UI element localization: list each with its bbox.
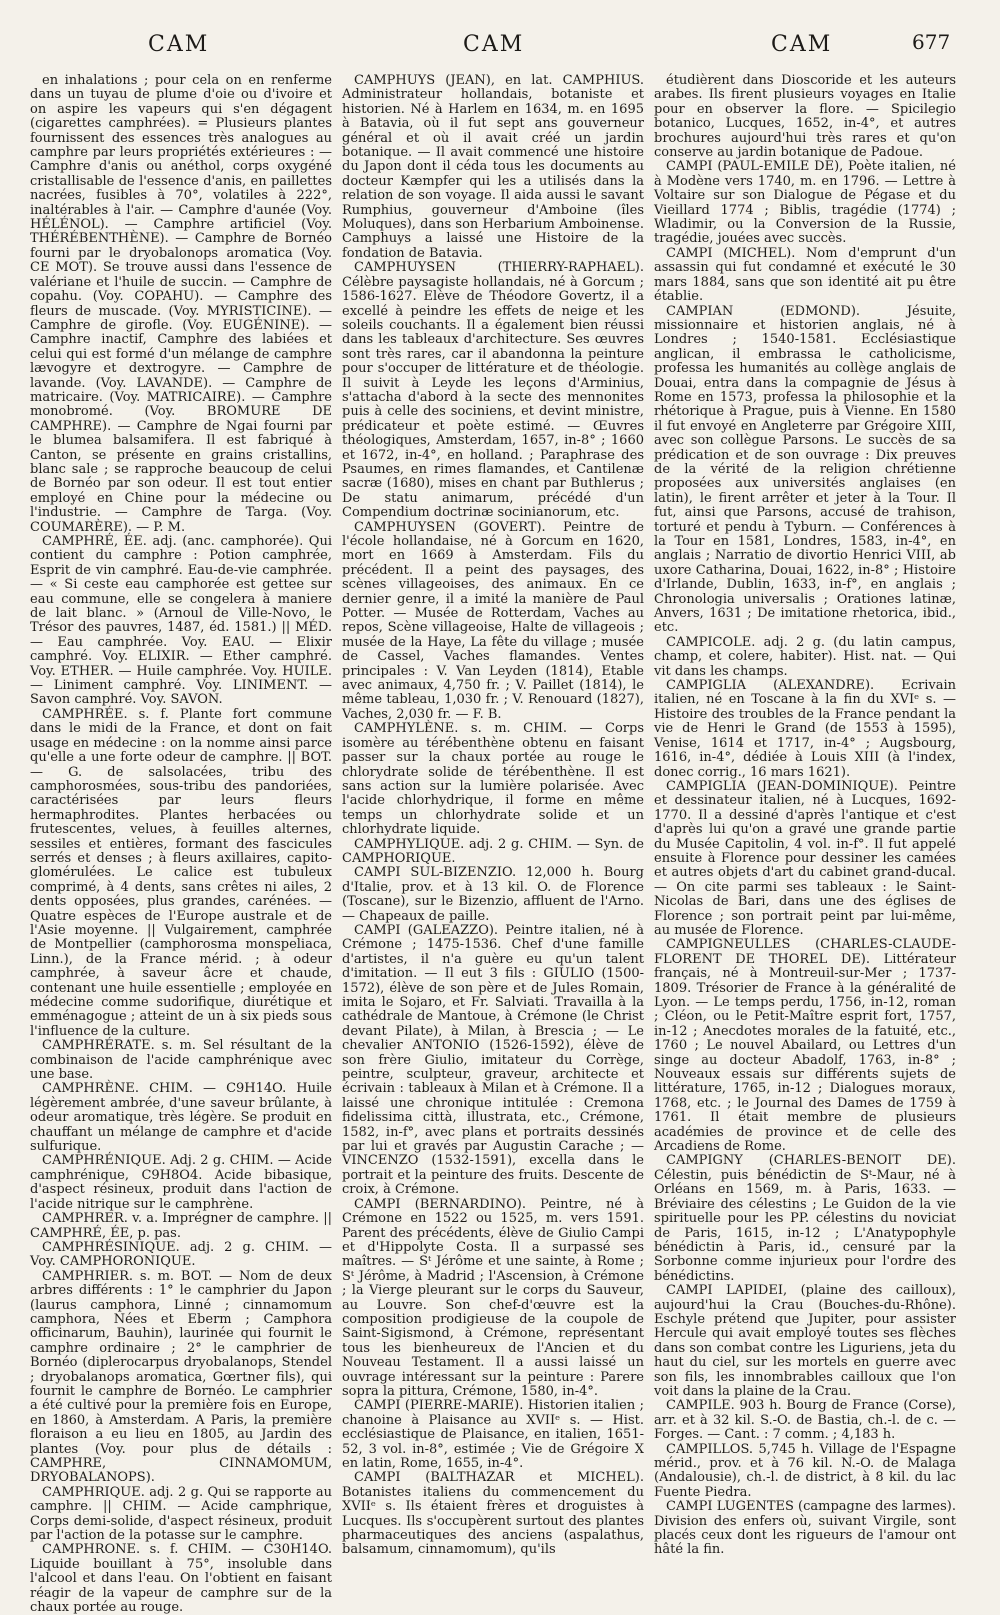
dictionary-entry: CAMPHRONE. s. f. CHIM. — C30H14O. Liquide bouillant à 75°, insoluble dans l'alcool et dans l'eau. On l'obtient en faisant réagir de la vapeur de camphre sur de la chaux portée au rouge. — [30, 1542, 332, 1615]
dictionary-entry: CAMPILE. 903 h. Bourg de France (Corse), arr. et à 32 kil. S.-O. de Bastia, ch.-l. de c. — Forges. — Cant. : 7 comm. ; 4,183 h. — [654, 1398, 956, 1443]
text-column-left — [30, 73, 332, 1615]
dictionary-entry: CAMPI LUGENTES (campagne des larmes). Division des enfers où, suivant Virgile, sont placés ceux dont les rigueurs de l'amour ont hâté la fin. — [654, 1499, 956, 1558]
dictionary-entry: CAMPI (PIERRE-MARIE). Historien italien ; chanoine à Plaisance au XVIIᵉ s. — Hist. ecclésiastique de Plaisance, en italien, 1651-52, 3 vol. in-8°, estimée ; Vie de Grégoire X en latin, Rome, 1655, in-4°. — [342, 1398, 644, 1471]
dictionary-entry: CAMPICOLE. adj. 2 g. (du latin campus, champ, et colere, habiter). Hist. nat. — Qui vit dans les champs. — [654, 634, 956, 679]
dictionary-entry: CAMPHUYS (JEAN), en lat. CAMPHIUS. Administrateur hollandais, botaniste et historien. Né à Harlem en 1634, m. en 1695 à Batavia, où il fut sept ans gouverneur général et où il avait créé un jardin botanique. — Il avait commencé une histoire du Japon dont il céda tous les documents au docteur Kæmpfer qui les a utilisés dans la relation de son voyage. Il aida aussi le savant Rumphius, gouverneur d'Amboine (îles Moluques), dans son Herbarium Amboinense. Camphuys a laissé une Histoire de la fondation de Batavia. — [342, 73, 644, 261]
dictionary-entry: CAMPI LAPIDEI, (plaine des cailloux), aujourd'hui la Crau (Bouches-du-Rhône). Eschyle prétend que Jupiter, pour assister Hercule qui avait employé toutes ses flèches dans son combat contre les Liguriens, jeta du haut du ciel, sur les mortels en guerre avec son fils, les innombrables cailloux que l'on voit dans la plaine de la Crau. — [654, 1283, 956, 1399]
dictionary-entry: CAMPHRIER. s. m. BOT. — Nom de deux arbres différents : 1° le camphrier du Japon (laurus camphora, Linné ; cinnamomum camphora, Nées et Eberm ; Camphora officinarum, Bauhin), laurinée qui fournit le camphre ordinaire ; 2° le camphrier de Bornéo (diplerocarpus dryobalanops, Stendel ; dryobalanops aromatica, Gœrtner fils), qui fournit le camphre de Bornéo. Le camphrier a été cultivé pour la première fois en Europe, en 1860, à Amsterdam. A Paris, la première floraison a eu lieu en 1805, au Jardin des plantes (Voy. pour plus de détails : CAMPHRE, CINNAMOMUM, DRYOBALANOPS). — [30, 1268, 332, 1486]
dictionary-entry: CAMPIGLIA (ALEXANDRE). Ecrivain italien, né en Toscane à la fin du XVIᵉ s. — Histoire des troubles de la France pendant la vie de Henri le Grand (de 1553 à 1595), Venise, 1614 et 1717, in-4° ; Augsbourg, 1616, in-4°, dédiée à Louis XIII (à l'index, donec corrig., 16 mars 1621). — [654, 678, 956, 780]
dictionary-entry: CAMPHRIQUE. adj. 2 g. Qui se rapporte au camphre. || CHIM. — Acide camphrique, Corps demi-solide, d'aspect résineux, produit par l'action de la potasse sur le camphre. — [30, 1484, 332, 1544]
dictionary-entry: CAMPIGNEULLES (CHARLES-CLAUDE-FLORENT DE THOREL DE). Littérateur français, né à Montreuil-sur-Mer ; 1737-1809. Trésorier de France à la généralité de Lyon. — Le temps perdu, 1756, in-12, roman ; Cléon, ou le Petit-Maître esprit fort, 1757, in-12 ; Anecdotes morales de la fatuité, etc., 1760 ; Le nouvel Abailard, ou Lettres d'un singe au docteur Abadolf, 1763, in-8° ; Nouveaux essais sur différents sujets de littérature, 1765, in-12 ; Dialogues moraux, 1768, etc. ; le Journal des Dames de 1759 à 1761. Il était membre de plusieurs académies de province et de celle des Arcadiens de Rome. — [654, 937, 956, 1155]
dictionary-entry: CAMPI (BERNARDINO). Peintre, né à Crémone en 1522 ou 1525, m. vers 1591. Parent des précédents, élève de Giulio Campi et d'Hippolyte Costa. Il a surpassé ses maîtres. — Sᵗ Jérôme et une sainte, à Rome ; Sᵗ Jérôme, à Madrid ; l'Ascension, à Crémone ; la Vierge pleurant sur le corps du Sauveur, au Louvre. Son chef-d'œuvre est la composition prodigieuse de la coupole de Saint-Sigismond, à Crémone, représentant tous les bienheureux de l'Ancien et du Nouveau Testament. Il a aussi laissé un ouvrage intéressant sur la peinture : Parere sopra la pittura, Crémone, 1580, in-4°. — [342, 1196, 644, 1399]
dictionary-entry: étudièrent dans Dioscoride et les auteurs arabes. Ils firent plusieurs voyages en Italie pour en observer la flore. — Spicilegio botanico, Lucques, 1652, in-4°, et autres brochures aujourd'hui très rares et qu'on conserve au jardin botanique de Padoue. — [654, 73, 956, 161]
dictionary-entry: CAMPI SUL-BIZENZIO. 12,000 h. Bourg d'Italie, prov. et à 13 kil. O. de Florence (Toscane), sur le Bizenzio, affluent de l'Arno. — Chapeaux de paille. — [342, 865, 644, 924]
dictionary-entry: CAMPIGLIA (JEAN-DOMINIQUE). Peintre et dessinateur italien, né à Lucques, 1692-1770. Il a dessiné d'après l'antique et c'est d'après lui qu'on a gravé une grande partie du Musée Capitolin, 4 vol. in-f°. Il fut appelé ensuite à Florence pour dessiner les camées et autres objets d'art du cabinet grand-ducal. — On cite parmi ses tableaux : le Saint-Nicolas de Bari, dans une des églises de Florence ; son portrait peint par lui-même, au musée de Florence. — [654, 778, 956, 938]
running-head-right: CAM — [771, 32, 833, 57]
dictionary-entry: CAMPHRÉE. s. f. Plante fort commune dans le midi de la France, et dont on fait usage en médecine : on la nomme ainsi parce qu'elle a une forte odeur de camphre. || BOT. — G. de salsolacées, tribu des camphorosmées, sous-tribu des pandoriées, caractérisées par leurs fleurs hermaphrodites. Plantes herbacées ou frutescentes, velues, à feuilles alternes, sessiles et entières, formant des fascicules serrés et denses ; à fleurs axillaires, capito-glomérulées. Le calice est tubuleux comprimé, à 4 dents, sans crêtes ni ailes, 2 dents opposées, plus grandes, carénées. — Quatre espèces de l'Europe australe et de l'Asie moyenne. || Vulgairement, camphrée de Montpellier (camphorosma monspeliaca, Linn.), de la France mérid. ; à odeur camphrée, à saveur âcre et chaude, contenant une huile essentielle ; employée en médecine comme sudorifique, diurétique et emménagogue ; atteint de un à six pieds sous l'influence de la culture. — [30, 706, 332, 1039]
dictionary-entry: CAMPHRÉRATE. s. m. Sel résultant de la combinaison de l'acide camphrénique avec une base. — [30, 1038, 332, 1083]
dictionary-entry: CAMPIAN (EDMOND). Jésuite, missionnaire et historien anglais, né à Londres ; 1540-1581. Ecclésiastique anglican, il embrassa le catholicisme, professa les humanités au collège anglais de Douai, entra dans la compagnie de Jésus à Rome en 1573, professa la philosophie et la rhétorique à Prague, puis à Vienne. En 1580 il fut envoyé en Angleterre par Grégoire XIII, avec son collègue Parsons. Le succès de sa prédication et de son ouvrage : Dix preuves de la vérité de la religion chrétienne proposées aux universités anglaises (en latin), le firent arrêter et jeter à la Tour. Il fut, ainsi que Parsons, accusé de trahison, torturé et pendu à Tyburn. — Conférences à la Tour en 1581, Londres, 1583, in-4°, en anglais ; Narratio de divortio Henrici VIII, ab uxore Catharina, Douai, 1622, in-8° ; Histoire d'Irlande, Dublin, 1633, in-f°, en anglais ; Chronologia universalis ; Orationes latinæ, Anvers, 1631 ; De imitatione rhetorica, ibid., etc. — [654, 303, 956, 636]
dictionary-entry: CAMPILLOS. 5,745 h. Village de l'Espagne mérid., prov. et à 76 kil. N.-O. de Malaga (Andalousie), ch.-l. de district, à 8 kil. du lac Fuente Piedra. — [654, 1441, 956, 1500]
text-column-middle — [342, 73, 644, 1558]
dictionary-entry: CAMPHRÉNIQUE. Adj. 2 g. CHIM. — Acide camphrénique, C9H8O4. Acide bibasique, d'aspect résineux, produit dans l'action de l'acide nitrique sur le camphrène. — [30, 1153, 332, 1212]
page-number: 677 — [912, 30, 951, 54]
dictionary-entry: CAMPHYLÈNE. s. m. CHIM. — Corps isomère au térébenthène obtenu en faisant passer sur la chaux portée au rouge le chlorydrate solide de térébenthène. Il est sans action sur la lumière polarisée. Avec l'acide chlorhydrique, il forme en même temps un chlorhydrate solide et un chlorhydrate liquide. — [342, 721, 644, 838]
dictionary-entry: CAMPHRÈNE. CHIM. — C9H14O. Huile légèrement ambrée, d'une saveur brûlante, à odeur aromatique, très légère. Se produit en chauffant un mélange de camphre et d'acide sulfurique. — [30, 1081, 332, 1155]
dictionary-entry: CAMPHRÉSINIQUE. adj. 2 g. CHIM. — Voy. CAMPHORONIQUE. — [30, 1239, 332, 1270]
dictionary-entry: CAMPI (BALTHAZAR et MICHEL). Botanistes italiens du commencement du XVIIᵉ s. Ils étaient frères et droguistes à Lucques. Ils s'occupèrent surtout des plantes pharmaceutiques des anciens (aspalathus, balsamum, cinnamomum), qu'ils — [342, 1470, 644, 1558]
dictionary-entry: en inhalations ; pour cela on en renferme dans un tuyau de plume d'oie ou d'ivoire et on aspire les vapeurs qui s'en dégagent (cigarettes camphrées). = Plusieurs plantes fournissent des essences très analogues au camphre par leurs propriétés extérieures : — Camphre d'anis ou anéthol, corps oxygéné cristallisable de l'essence d'anis, en paillettes nacrées, fusibles à 70°, volatiles à 222°, inaltérables à l'air. — Camphre d'aunée (Voy. HÉLÉNOL). — Camphre artificiel (Voy. THÉRÉBENTHÈNE). — Camphre de Bornéo fourni par le dryobalonops aromatica (Voy. CE MOT). Se trouve aussi dans l'essence de valériane et l'huile de succin. — Camphre de copahu. (Voy. COPAHU). — Camphre des fleurs de muscade. (Voy. MYRISTICINE). — Camphre de girofle. (Voy. EUGÉNINE). — Camphre inactif, Camphre des labiées et celui qui est formé d'un mélange de camphre lævogyre et dextrogyre. — Camphre de lavande. (Voy. LAVANDE). — Camphre de matricaire. (Voy. MATRICAIRE). — Camphre monobromé. (Voy. BROMURE DE CAMPHRE). — Camphre de Ngai fourni par le blumea balsamifera. Il est fabriqué à Canton, se présente en grains cristallins, blanc sale ; se rapproche beaucoup de celui de Bornéo par son odeur. Il est tout entier employé en Chine pour la médecine ou l'industrie. — Camphre de Targa. (Voy. COUMARÈRE). — P. M. — [30, 73, 332, 535]
dictionary-entry: CAMPHRER. v. a. Imprégner de camphre. || CAMPHRÉ, ÉE, p. pas. — [30, 1211, 332, 1241]
dictionary-entry: CAMPI (MICHEL). Nom d'emprunt d'un assassin qui fut condamné et exécuté le 30 mars 1884, sans que son identité ait pu être établie. — [654, 245, 956, 305]
dictionary-entry: CAMPHRÉ, ÉE. adj. (anc. camphorée). Qui contient du camphre : Potion camphrée, Esprit de vin camphré. Eau-de-vie camphrée. — « Si ceste eau camphorée est gettee sur eau commune, elle se congelera à maniere de lait blanc. » (Arnoul de Ville-Novo, le Trésor des pauvres, 1487, éd. 1581.) || MÉD. — Eau camphrée. Voy. EAU. — Elixir camphré. Voy. ELIXIR. — Ether camphré. Voy. ETHER. — Huile camphrée. Voy. HUILE. — Liniment camphré. Voy. LINIMENT. — Savon camphré. Voy. SAVON. — [30, 534, 332, 708]
running-head-center: CAM — [463, 32, 525, 57]
dictionary-entry: CAMPI (PAUL-EMILE DE), Poète italien, né à Modène vers 1740, m. en 1796. — Lettre à Voltaire sur son Dialogue de Pégase et du Vieillard 1774 ; Biblis, tragédie (1774) ; Wladimir, ou la Conversion de la Russie, tragédie, jouées avec succès. — [654, 159, 956, 247]
dictionary-entry: CAMPHUYSEN (THIERRY-RAPHAEL). Célèbre paysagiste hollandais, né à Gorcum ; 1586-1627. Elève de Théodore Govertz, il a excellé à peindre les effets de neige et les soleils couchants. Il a également bien réussi dans les tableaux d'architecture. Ses œuvres sont très rares, car il abandonna la peinture pour s'occuper de littérature et de théologie. Il suivit à Leyde les leçons d'Arminius, s'attacha d'abord à la secte des mennonites puis à celle des sociniens, et devint ministre, prédicateur et poète estimé. — Œuvres théologiques, Amsterdam, 1657, in-8° ; 1660 et 1672, in-4°, en holland. ; Paraphrase des Psaumes, en rimes flamandes, et Cantilenæ sacræ (1680), mises en chant par Buthlerus ; De statu animarum, précédé d'un Compendium doctrinæ socinianorum, etc. — [342, 260, 644, 521]
running-head-left: CAM — [148, 32, 210, 57]
dictionary-entry: CAMPIGNY (CHARLES-BENOIT DE). Célestin, puis bénédictin de Sᵗ-Maur, né à Orléans en 1569, m. à Paris, 1633. — Bréviaire des célestins ; Le Guidon de la vie spirituelle pour les PP. célestins du noviciat de Paris, 1615, in-12 ; L'Anatypophyle bénédictin à Paris, id., censuré par la Sorbonne comme injurieux pour l'ordre des bénédictins. — [654, 1153, 956, 1284]
dictionary-entry: CAMPI (GALEAZZO). Peintre italien, né à Crémone ; 1475-1536. Chef d'une famille d'artistes, il n'a guère eu qu'un talent d'imitation. — Il eut 3 fils : GIULIO (1500-1572), élève de son père et de Jules Romain, imita le Sojaro, et Fr. Salviati. Travailla à la cathédrale de Mantoue, à Crémone (le Christ devant Pilate), à Milan, à Brescia ; — Le chevalier ANTONIO (1526-1592), élève de son frère Giulio, imitateur du Corrège, peintre, sculpteur, graveur, architecte et écrivain : tableaux à Milan et à Crémone. Il a laissé une chronique intitulée : Cremona fidelissima città, illustrata, etc., Crémone, 1582, in-f°, avec plans et portraits dessinés par lui et gravés par Augustin Carache ; — VINCENZO (1532-1591), excella dans le portrait et la peinture des fruits. Descente de croix, à Crémone. — [342, 922, 644, 1198]
text-column-right — [654, 73, 956, 1558]
dictionary-entry: CAMPHUYSEN (GOVERT). Peintre de l'école hollandaise, né à Gorcum en 1620, mort en 1669 à Amsterdam. Fils du précédent. Il a peint des paysages, des scènes villageoises, des animaux. En ce dernier genre, il a imité la manière de Paul Potter. — Musée de Rotterdam, Vaches au repos, Scène villageoise, Halte de villageois ; musée de la Haye, La fête du village ; musée de Cassel, Vaches flamandes. Ventes principales : V. Van Leyden (1814), Etable avec animaux, 4,750 fr. ; V. Paillet (1814), le même tableau, 1,030 fr. ; V. Renouard (1827), Vaches, 2,030 fr. — F. B. — [342, 519, 644, 722]
dictionary-entry: CAMPHYLIQUE. adj. 2 g. CHIM. — Syn. de CAMPHORIQUE. — [342, 836, 644, 866]
